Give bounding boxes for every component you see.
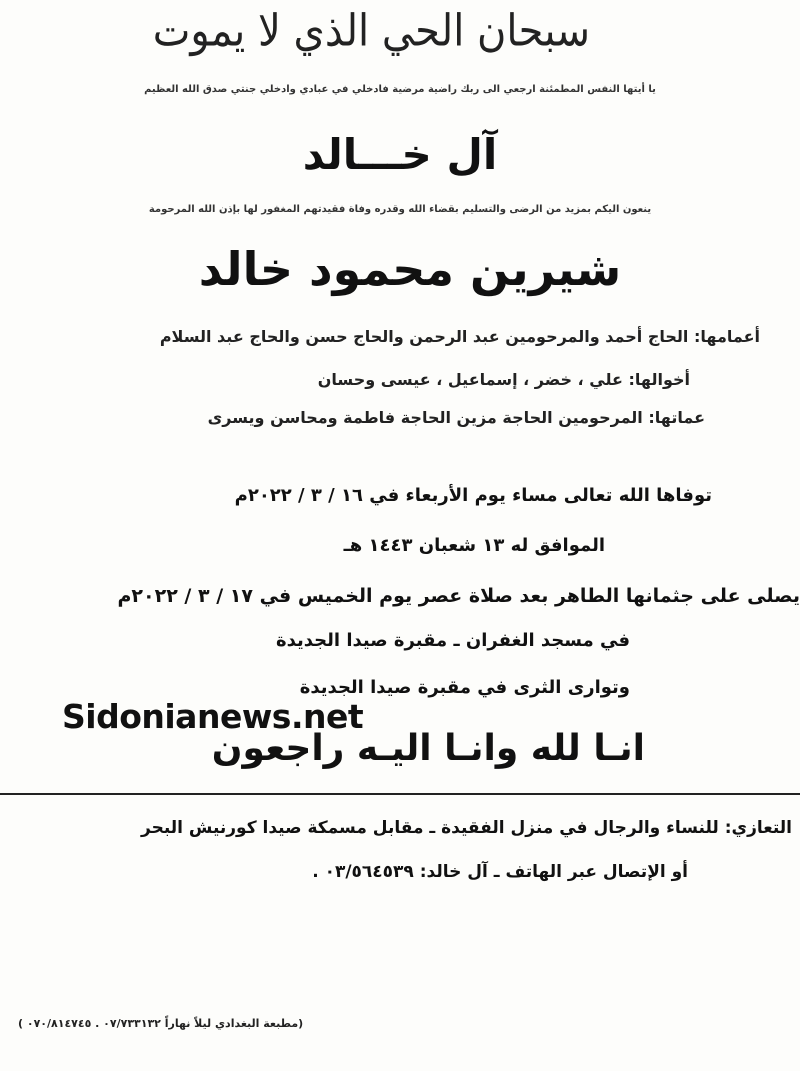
burial-location-line: وتوارى الثرى في مقبرة صيدا الجديدة: [299, 677, 630, 698]
relatives-aunts: عماتها: المرحومين الحاجة مزين الحاجة فاطمة ومحاسن ويسرى: [207, 408, 705, 427]
condolences-line: التعازي: للنساء والرجال في منزل الفقيدة ـ مقابل مسمكة صيدا كورنيش البحر: [141, 818, 792, 838]
death-date-line: توفاها الله تعالى مساء يوم الأربعاء في ١٦ / ٣ / ٢٠٢٢م: [234, 485, 712, 506]
quran-verse: يا أيتها النفس المطمئنة ارجعي الى ربك راضية مرضية فادخلي في عبادي وادخلي جنتي صدق الله العظيم: [144, 84, 656, 95]
hijri-date-line: الموافق له ١٣ شعبان ١٤٤٣ هـ: [343, 535, 605, 556]
section-divider: [0, 793, 800, 795]
funeral-prayer-line: يصلى على جثمانها الطاهر بعد صلاة عصر يوم الخميس في ١٧ / ٣ / ٢٠٢٢م: [117, 585, 800, 607]
printer-credit: (مطبعة البغدادي ليلاً نهاراً ٠٧/٧٣٣١٣٢ . ٠٧٠/٨١٤٧٤٥ ): [18, 1017, 304, 1030]
relatives-uncles: أعمامها: الحاج أحمد والمرحومين عبد الرحمن والحاج حسن والحاج عبد السلام: [159, 327, 760, 346]
closing-verse: انـا لله وانـا اليـه راجعون: [211, 728, 645, 769]
mosque-location-line: في مسجد الغفران ـ مقبرة صيدا الجديدة: [275, 630, 630, 651]
family-name-heading: آل خـــالد: [302, 130, 498, 179]
header-calligraphy-verse: سبحان الحي الذي لا يموت: [152, 5, 590, 57]
announcement-line: ينعون اليكم بمزيد من الرضى والتسليم بقضاء الله وقدره وفاة فقيدتهم المغفور لها بإذن الله المرحومة: [148, 204, 652, 215]
watermark-text: Sidonianews.net: [62, 697, 364, 736]
deceased-name: شيرين محمود خالد: [198, 242, 622, 296]
relatives-maternal-uncles: أخوالها: علي ، خضر ، إسماعيل ، عيسى وحسان: [317, 370, 690, 389]
phone-contact-line: أو الإتصال عبر الهاتف ـ آل خالد: ٠٣/٥٦٤٥٣٩ .: [312, 862, 688, 882]
